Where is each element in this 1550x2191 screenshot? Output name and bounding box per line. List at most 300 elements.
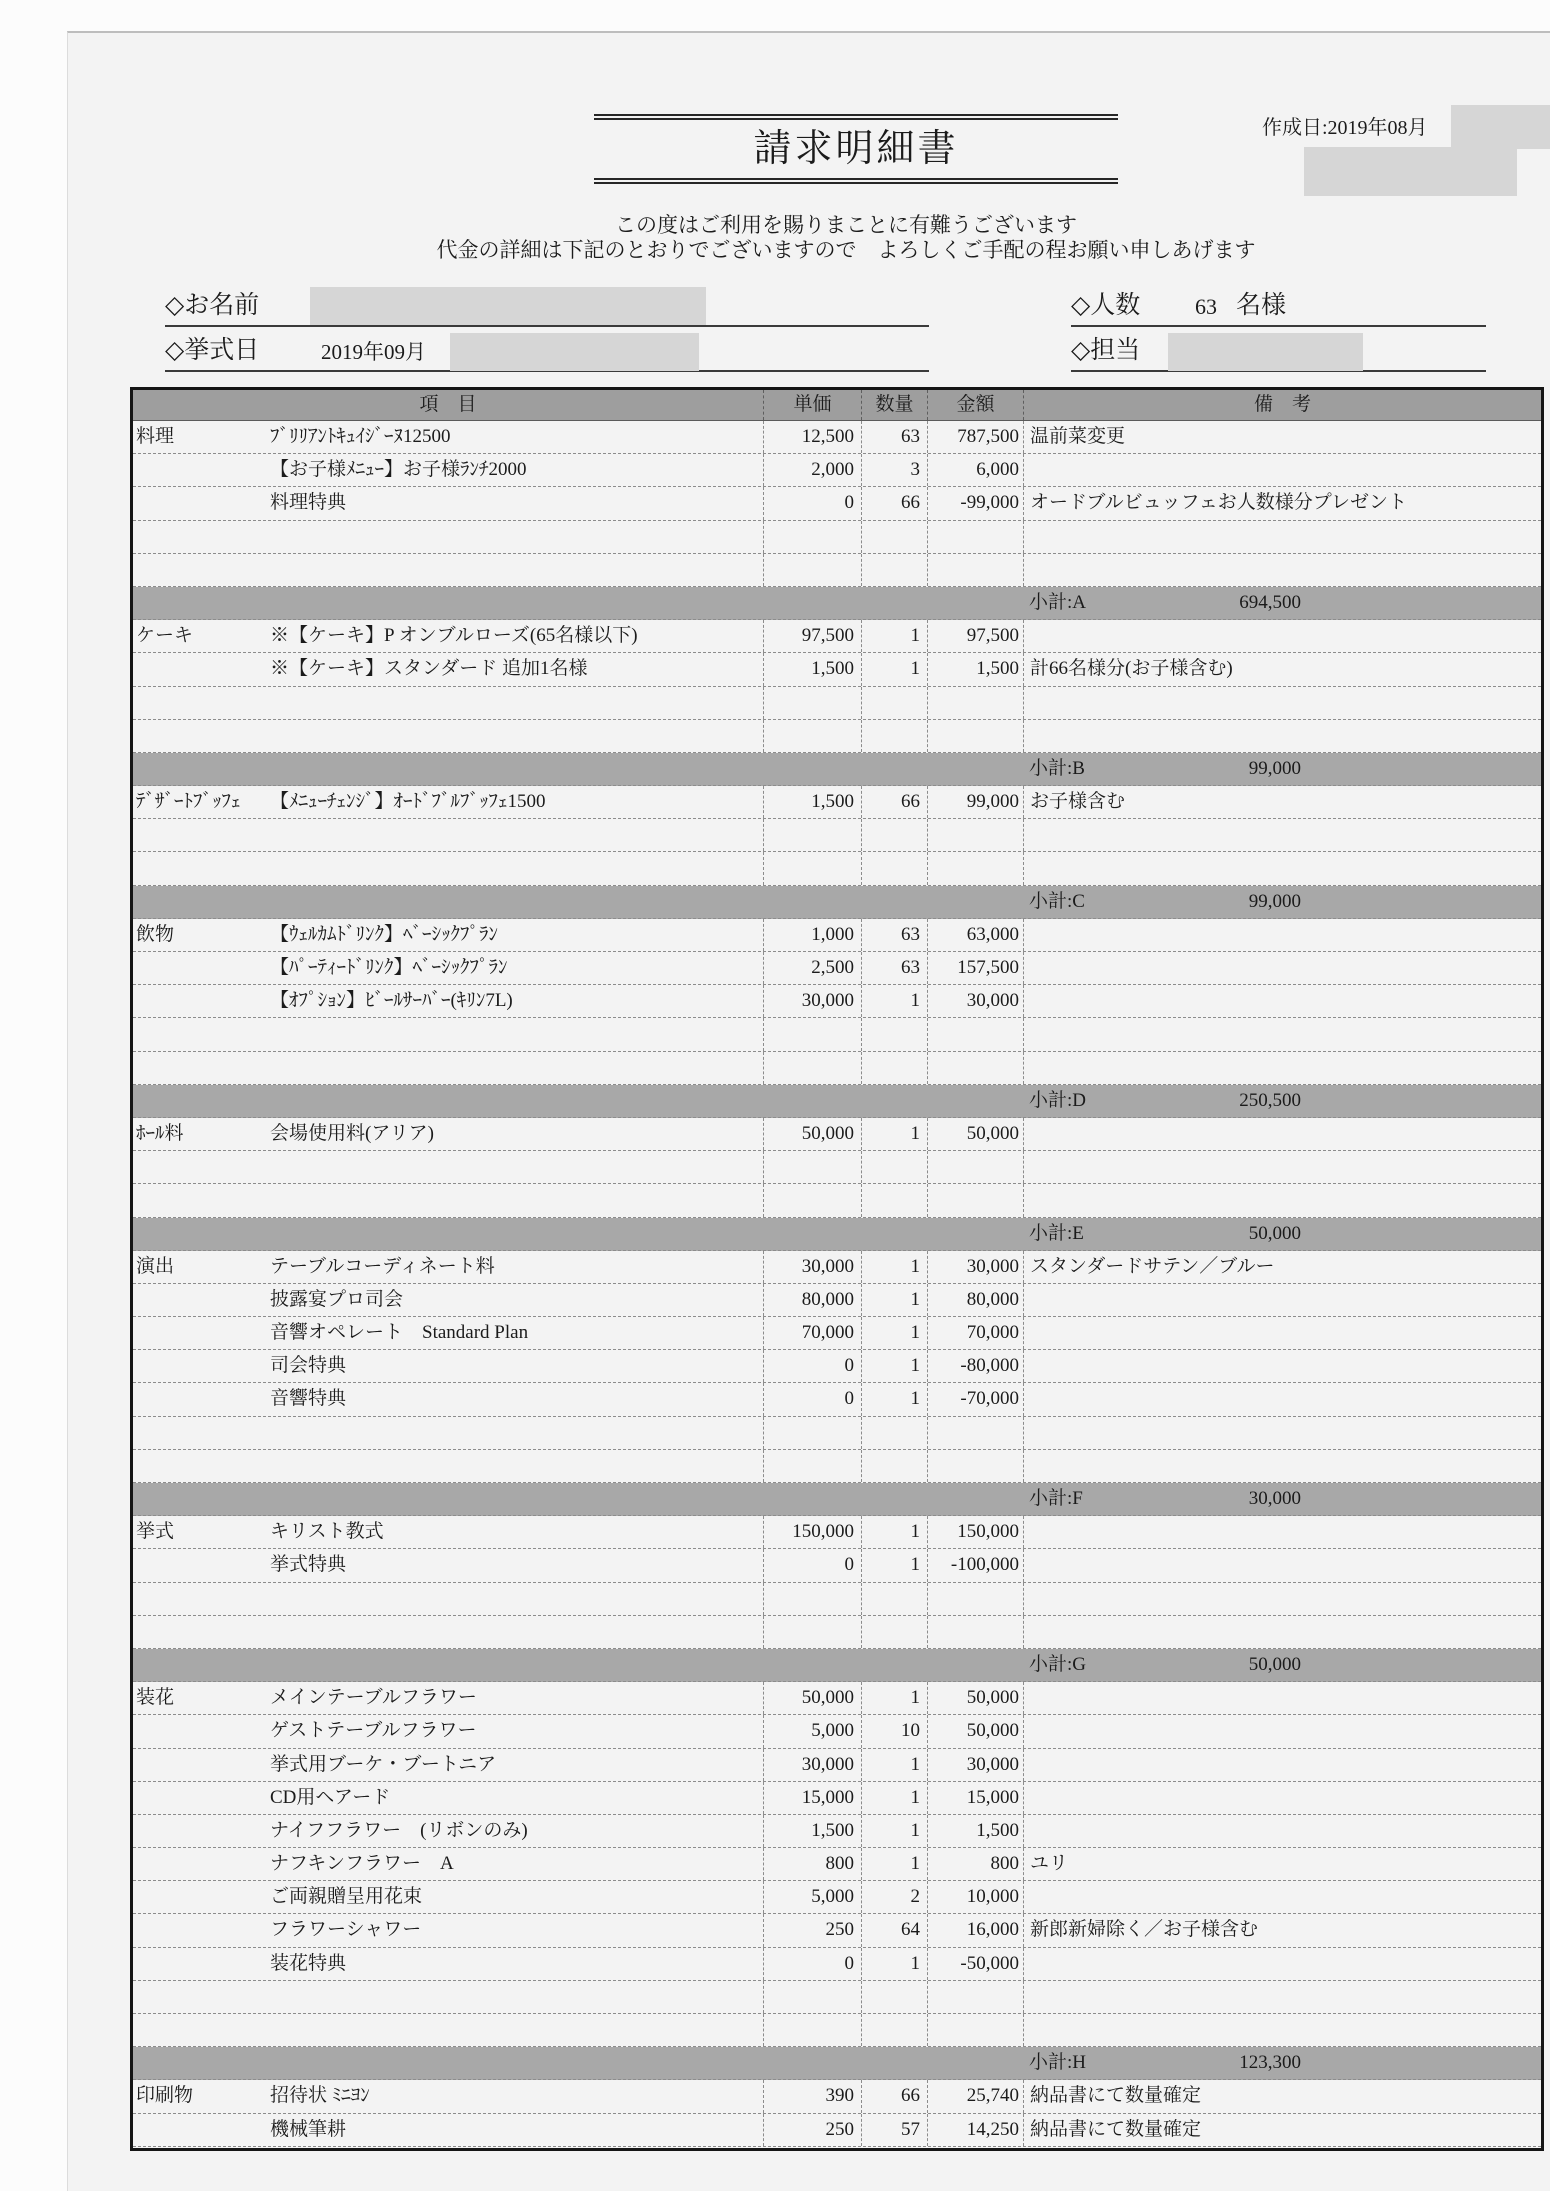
empty-cell (1023, 1184, 1541, 1216)
name-label: ◇お名前 (165, 292, 260, 319)
quantity-cell: 1 (861, 1948, 927, 1980)
item-cell: テーブルコーディネート料 (270, 1255, 495, 1277)
subtotal-spacer (133, 587, 1023, 619)
table-row (133, 1549, 1541, 1582)
subtotal-row (133, 1218, 1541, 1251)
subtotal-label: 小計:G (1029, 1653, 1087, 1675)
greeting-line: この度はご利用を賜りまことに有難うございます (615, 213, 1077, 237)
unit-price-cell: 1,500 (763, 786, 861, 818)
subtotal-cell (1023, 2047, 1541, 2079)
guests-underline (1071, 325, 1486, 327)
header-remarks: 備 考 (1023, 390, 1541, 420)
subtotal-spacer (133, 1218, 1023, 1250)
redaction-box (1451, 105, 1550, 149)
category-cell (133, 1549, 260, 1581)
category-cell: 演出 (136, 1255, 175, 1277)
amount-cell: 50,000 (927, 1118, 1023, 1150)
blank-row (133, 1018, 1541, 1051)
unit-price-cell: 30,000 (763, 1749, 861, 1781)
table-row (133, 1251, 1541, 1284)
category-cell (133, 1350, 260, 1382)
amount-cell: 800 (927, 1848, 1023, 1880)
amount-cell: 25,740 (927, 2080, 1023, 2112)
empty-cell (260, 521, 763, 553)
empty-cell (763, 687, 861, 719)
quantity-cell: 1 (861, 1549, 927, 1581)
empty-cell (1023, 1052, 1541, 1084)
blank-row (133, 1151, 1541, 1184)
unit-price-cell: 800 (763, 1848, 861, 1880)
category-cell (133, 1815, 260, 1847)
remarks-cell: 計66名様分(お子様含む) (1023, 653, 1541, 685)
item-cell: 招待状 ﾐﾆﾖﾝ (270, 2085, 370, 2107)
unit-price-cell: 150,000 (763, 1516, 861, 1548)
empty-cell (861, 1981, 927, 2013)
remarks-cell: 温前菜変更 (1023, 421, 1541, 453)
subtotal-value: 99,000 (1248, 757, 1301, 779)
empty-cell (927, 1151, 1023, 1183)
blank-row (133, 1981, 1541, 2014)
subtotal-row (133, 1483, 1541, 1516)
item-cell: 【ｵﾌﾟｼｮﾝ】ﾋﾞｰﾙｻｰﾊﾞｰ(ｷﾘﾝ7L) (270, 990, 513, 1012)
empty-cell (1023, 1981, 1541, 2013)
name-underline (165, 325, 929, 327)
amount-cell: 14,250 (927, 2114, 1023, 2146)
empty-cell (260, 1417, 763, 1449)
empty-cell (927, 852, 1023, 884)
empty-cell (133, 521, 260, 553)
unit-price-cell: 70,000 (763, 1317, 861, 1349)
quantity-cell: 2 (861, 1881, 927, 1913)
amount-cell: -70,000 (927, 1383, 1023, 1415)
subtotal-label: 小計:E (1029, 1222, 1084, 1244)
subtotal-cell (1023, 587, 1541, 619)
empty-cell (1023, 1450, 1541, 1482)
empty-cell (763, 521, 861, 553)
remarks-cell (1023, 1549, 1541, 1581)
subtotal-value: 123,300 (1239, 2052, 1301, 2074)
empty-cell (260, 554, 763, 586)
unit-price-cell: 2,500 (763, 952, 861, 984)
empty-cell (763, 1184, 861, 1216)
remarks-cell: お子様含む (1023, 786, 1541, 818)
unit-price-cell: 50,000 (763, 1682, 861, 1714)
remarks-cell: スタンダードサテン／ブルー (1023, 1251, 1541, 1283)
empty-cell (763, 554, 861, 586)
empty-cell (1023, 1417, 1541, 1449)
quantity-cell: 57 (861, 2114, 927, 2146)
table-body (133, 421, 1541, 2147)
empty-cell (861, 1417, 927, 1449)
subtotal-cell (1023, 753, 1541, 785)
category-cell (133, 487, 260, 519)
blank-row (133, 554, 1541, 587)
subtotal-label: 小計:C (1029, 890, 1085, 912)
empty-cell (260, 720, 763, 752)
item-cell: 【ﾊﾟｰﾃｨｰﾄﾞﾘﾝｸ】ﾍﾞｰｼｯｸﾌﾟﾗﾝ (270, 957, 508, 978)
empty-cell (861, 1018, 927, 1050)
unit-price-cell: 12,500 (763, 421, 861, 453)
category-cell (133, 1749, 260, 1781)
table-row (133, 1317, 1541, 1350)
empty-cell (861, 1151, 927, 1183)
category-cell (133, 1881, 260, 1913)
guests-label: ◇人数 (1071, 292, 1141, 319)
unit-price-cell: 97,500 (763, 620, 861, 652)
empty-cell (133, 1583, 260, 1615)
table-row (133, 1682, 1541, 1715)
empty-cell (260, 2014, 763, 2046)
document-title: 請求明細書 (753, 128, 959, 170)
table-row (133, 1284, 1541, 1317)
blank-row (133, 819, 1541, 852)
subtotal-row (133, 587, 1541, 620)
ceremony-date-value: 2019年09月 (321, 340, 426, 364)
item-cell: ナイフフラワー (リボンのみ) (270, 1819, 528, 1841)
remarks-cell (1023, 952, 1541, 984)
empty-cell (260, 1981, 763, 2013)
quantity-cell: 63 (861, 952, 927, 984)
empty-cell (927, 1450, 1023, 1482)
quantity-cell: 3 (861, 454, 927, 486)
blank-row (133, 1616, 1541, 1649)
empty-cell (1023, 720, 1541, 752)
table-row (133, 2080, 1541, 2113)
unit-price-cell: 0 (763, 1350, 861, 1382)
blank-row (133, 1583, 1541, 1616)
remarks-cell (1023, 1516, 1541, 1548)
empty-cell (133, 1184, 260, 1216)
amount-cell: -99,000 (927, 487, 1023, 519)
created-date: 作成日:2019年08月 (1262, 117, 1428, 139)
empty-cell (1023, 1616, 1541, 1648)
empty-cell (260, 1184, 763, 1216)
empty-cell (763, 1052, 861, 1084)
empty-cell (1023, 554, 1541, 586)
unit-price-cell: 30,000 (763, 985, 861, 1017)
unit-price-cell: 5,000 (763, 1881, 861, 1913)
empty-cell (1023, 819, 1541, 851)
amount-cell: 6,000 (927, 454, 1023, 486)
unit-price-cell: 50,000 (763, 1118, 861, 1150)
staff-label: ◇担当 (1071, 337, 1141, 364)
empty-cell (1023, 1018, 1541, 1050)
item-cell: キリスト教式 (270, 1521, 384, 1543)
empty-cell (927, 1981, 1023, 2013)
subtotal-value: 50,000 (1248, 1222, 1301, 1244)
subtotal-label: 小計:D (1029, 1089, 1087, 1111)
unit-price-cell: 30,000 (763, 1251, 861, 1283)
amount-cell: -50,000 (927, 1948, 1023, 1980)
guests-count: 63 (1195, 294, 1217, 319)
quantity-cell: 1 (861, 620, 927, 652)
blank-row (133, 1417, 1541, 1450)
table-row (133, 1749, 1541, 1782)
empty-cell (133, 687, 260, 719)
empty-cell (927, 1583, 1023, 1615)
category-cell (133, 1284, 260, 1316)
empty-cell (861, 1184, 927, 1216)
blank-row (133, 2014, 1541, 2047)
empty-cell (927, 720, 1023, 752)
unit-price-cell: 15,000 (763, 1782, 861, 1814)
empty-cell (763, 1616, 861, 1648)
blank-row (133, 1052, 1541, 1085)
empty-cell (133, 852, 260, 884)
table-row (133, 1383, 1541, 1416)
remarks-cell (1023, 1948, 1541, 1980)
amount-cell: 787,500 (927, 421, 1023, 453)
empty-cell (927, 554, 1023, 586)
subtotal-spacer (133, 2047, 1023, 2079)
empty-cell (133, 2014, 260, 2046)
item-cell: 料理特典 (270, 492, 347, 514)
subtotal-value: 50,000 (1248, 1653, 1301, 1675)
unit-price-cell: 80,000 (763, 1284, 861, 1316)
category-cell: 料理 (136, 426, 175, 447)
item-cell: ゲストテーブルフラワー (270, 1720, 477, 1742)
empty-cell (861, 554, 927, 586)
blank-row (133, 1450, 1541, 1483)
quantity-cell: 1 (861, 1782, 927, 1814)
item-cell: メインテーブルフラワー (270, 1687, 477, 1709)
blank-row (133, 687, 1541, 720)
item-cell: CD用ヘアード (270, 1786, 391, 1808)
category-cell (133, 1383, 260, 1415)
empty-cell (260, 1018, 763, 1050)
empty-cell (133, 1018, 260, 1050)
amount-cell: -100,000 (927, 1549, 1023, 1581)
subtotal-row (133, 886, 1541, 919)
subtotal-cell (1023, 1483, 1541, 1515)
subtotal-cell (1023, 1218, 1541, 1250)
empty-cell (133, 1616, 260, 1648)
subtotal-row (133, 1649, 1541, 1682)
remarks-cell (1023, 1782, 1541, 1814)
empty-cell (927, 687, 1023, 719)
subtotal-value: 30,000 (1248, 1488, 1301, 1509)
table-row (133, 454, 1541, 487)
quantity-cell: 66 (861, 487, 927, 519)
empty-cell (763, 1018, 861, 1050)
empty-cell (927, 1417, 1023, 1449)
subtotal-spacer (133, 753, 1023, 785)
empty-cell (927, 2014, 1023, 2046)
empty-cell (133, 1151, 260, 1183)
quantity-cell: 1 (861, 653, 927, 685)
quantity-cell: 1 (861, 1284, 927, 1316)
item-cell: 会場使用料(アリア) (270, 1122, 434, 1144)
category-cell (133, 1914, 260, 1946)
subtotal-row (133, 1085, 1541, 1118)
amount-cell: 70,000 (927, 1317, 1023, 1349)
item-cell: 機械筆耕 (270, 2118, 347, 2140)
greeting-line: 代金の詳細は下記のとおりでございますので よろしくご手配の程お願い申しあげます (436, 238, 1256, 262)
quantity-cell: 1 (861, 1251, 927, 1283)
table-row (133, 919, 1541, 952)
table-row (133, 2114, 1541, 2147)
item-cell: 装花特典 (270, 1952, 347, 1974)
amount-cell: 50,000 (927, 1682, 1023, 1714)
item-cell: ナフキンフラワー A (270, 1853, 454, 1875)
remarks-cell (1023, 1682, 1541, 1714)
category-cell (133, 952, 260, 984)
category-cell: ﾎｰﾙ料 (136, 1122, 184, 1144)
subtotal-label: 小計:H (1029, 2052, 1087, 2074)
item-cell: ﾌﾞﾘﾘｱﾝﾄｷｭｲｼﾞｰﾇ12500 (270, 426, 451, 447)
unit-price-cell: 0 (763, 1549, 861, 1581)
header-quantity: 数量 (861, 390, 927, 420)
quantity-cell: 10 (861, 1715, 927, 1747)
category-cell: 挙式 (136, 1521, 175, 1543)
empty-cell (260, 819, 763, 851)
unit-price-cell: 250 (763, 1914, 861, 1946)
unit-price-cell: 0 (763, 1948, 861, 1980)
unit-price-cell: 1,000 (763, 919, 861, 951)
remarks-cell (1023, 1284, 1541, 1316)
category-cell (133, 1317, 260, 1349)
subtotal-value: 99,000 (1248, 890, 1301, 912)
empty-cell (927, 819, 1023, 851)
table-row (133, 786, 1541, 819)
header-unit-price: 単価 (763, 390, 861, 420)
empty-cell (1023, 687, 1541, 719)
empty-cell (763, 1450, 861, 1482)
amount-cell: 63,000 (927, 919, 1023, 951)
empty-cell (260, 1052, 763, 1084)
item-cell: 挙式特典 (270, 1554, 347, 1576)
subtotal-label: 小計:F (1029, 1488, 1083, 1509)
remarks-cell (1023, 1815, 1541, 1847)
table-row (133, 421, 1541, 454)
quantity-cell: 1 (861, 1815, 927, 1847)
unit-price-cell: 0 (763, 1383, 861, 1415)
remarks-cell (1023, 1881, 1541, 1913)
quantity-cell: 1 (861, 1383, 927, 1415)
empty-cell (861, 819, 927, 851)
amount-cell: 16,000 (927, 1914, 1023, 1946)
remarks-cell (1023, 985, 1541, 1017)
subtotal-label: 小計:A (1029, 591, 1087, 613)
empty-cell (861, 521, 927, 553)
empty-cell (927, 1052, 1023, 1084)
empty-cell (1023, 2014, 1541, 2046)
table-row (133, 985, 1541, 1018)
item-cell: 挙式用ブーケ・ブートニア (270, 1753, 497, 1775)
table-header-row (133, 390, 1541, 421)
empty-cell (1023, 852, 1541, 884)
table-row (133, 1350, 1541, 1383)
unit-price-cell: 390 (763, 2080, 861, 2112)
ceremony-date-label: ◇挙式日 (165, 337, 260, 364)
subtotal-label: 小計:B (1029, 757, 1085, 779)
amount-cell: 97,500 (927, 620, 1023, 652)
item-cell: 音響オペレート Standard Plan (270, 1322, 529, 1344)
empty-cell (927, 1184, 1023, 1216)
table-row (133, 1815, 1541, 1848)
table-row (133, 1914, 1541, 1947)
item-cell: ※【ケーキ】スタンダード 追加1名様 (270, 658, 588, 680)
amount-cell: 50,000 (927, 1715, 1023, 1747)
empty-cell (927, 1018, 1023, 1050)
quantity-cell: 1 (861, 1749, 927, 1781)
item-cell: フラワーシャワー (270, 1919, 422, 1941)
empty-cell (260, 1583, 763, 1615)
header-amount: 金額 (927, 390, 1023, 420)
amount-cell: 1,500 (927, 1815, 1023, 1847)
remarks-cell: 新郎新婦除く／お子様含む (1023, 1914, 1541, 1946)
empty-cell (763, 1417, 861, 1449)
table-row (133, 1948, 1541, 1981)
empty-cell (861, 687, 927, 719)
remarks-cell (1023, 1749, 1541, 1781)
item-cell: 【ｳｪﾙｶﾑﾄﾞﾘﾝｸ】ﾍﾞｰｼｯｸﾌﾟﾗﾝ (270, 923, 499, 945)
empty-cell (927, 1616, 1023, 1648)
remarks-cell (1023, 1317, 1541, 1349)
blank-row (133, 1184, 1541, 1217)
category-cell: 飲物 (136, 923, 175, 945)
blank-row (133, 852, 1541, 885)
unit-price-cell: 2,000 (763, 454, 861, 486)
amount-cell: 30,000 (927, 985, 1023, 1017)
table-row (133, 952, 1541, 985)
quantity-cell: 66 (861, 2080, 927, 2112)
category-cell (133, 985, 260, 1017)
empty-cell (260, 1450, 763, 1482)
unit-price-cell: 1,500 (763, 653, 861, 685)
empty-cell (861, 2014, 927, 2046)
subtotal-cell (1023, 1085, 1541, 1117)
category-cell: ケーキ (136, 625, 194, 647)
empty-cell (1023, 1151, 1541, 1183)
redaction-box (1168, 333, 1363, 371)
subtotal-cell (1023, 886, 1541, 918)
amount-cell: 10,000 (927, 1881, 1023, 1913)
unit-price-cell: 250 (763, 2114, 861, 2146)
quantity-cell: 1 (861, 1682, 927, 1714)
empty-cell (861, 1583, 927, 1615)
table-row (133, 1782, 1541, 1815)
table-row (133, 1118, 1541, 1151)
remarks-cell (1023, 919, 1541, 951)
amount-cell: 1,500 (927, 653, 1023, 685)
category-cell (133, 653, 260, 685)
subtotal-row (133, 2047, 1541, 2080)
guests-unit: 名様 (1236, 292, 1287, 319)
amount-cell: -80,000 (927, 1350, 1023, 1382)
remarks-cell (1023, 1383, 1541, 1415)
subtotal-value: 694,500 (1239, 591, 1301, 613)
category-cell: 印刷物 (136, 2085, 194, 2107)
item-cell: ご両親贈呈用花束 (270, 1886, 423, 1908)
remarks-cell: ユリ (1023, 1848, 1541, 1880)
empty-cell (1023, 1583, 1541, 1615)
amount-cell: 15,000 (927, 1782, 1023, 1814)
quantity-cell: 1 (861, 1516, 927, 1548)
amount-cell: 30,000 (927, 1251, 1023, 1283)
remarks-cell (1023, 454, 1541, 486)
redaction-box (450, 333, 699, 371)
subtotal-spacer (133, 886, 1023, 918)
quantity-cell: 1 (861, 1350, 927, 1382)
table-row (133, 620, 1541, 653)
category-cell (133, 1782, 260, 1814)
item-cell: 【ﾒﾆｭｰﾁｪﾝｼﾞ】ｵｰﾄﾞﾌﾞﾙﾌﾞｯﾌｪ1500 (270, 791, 546, 813)
empty-cell (763, 2014, 861, 2046)
amount-cell: 80,000 (927, 1284, 1023, 1316)
table-row (133, 1516, 1541, 1549)
subtotal-spacer (133, 1649, 1023, 1681)
